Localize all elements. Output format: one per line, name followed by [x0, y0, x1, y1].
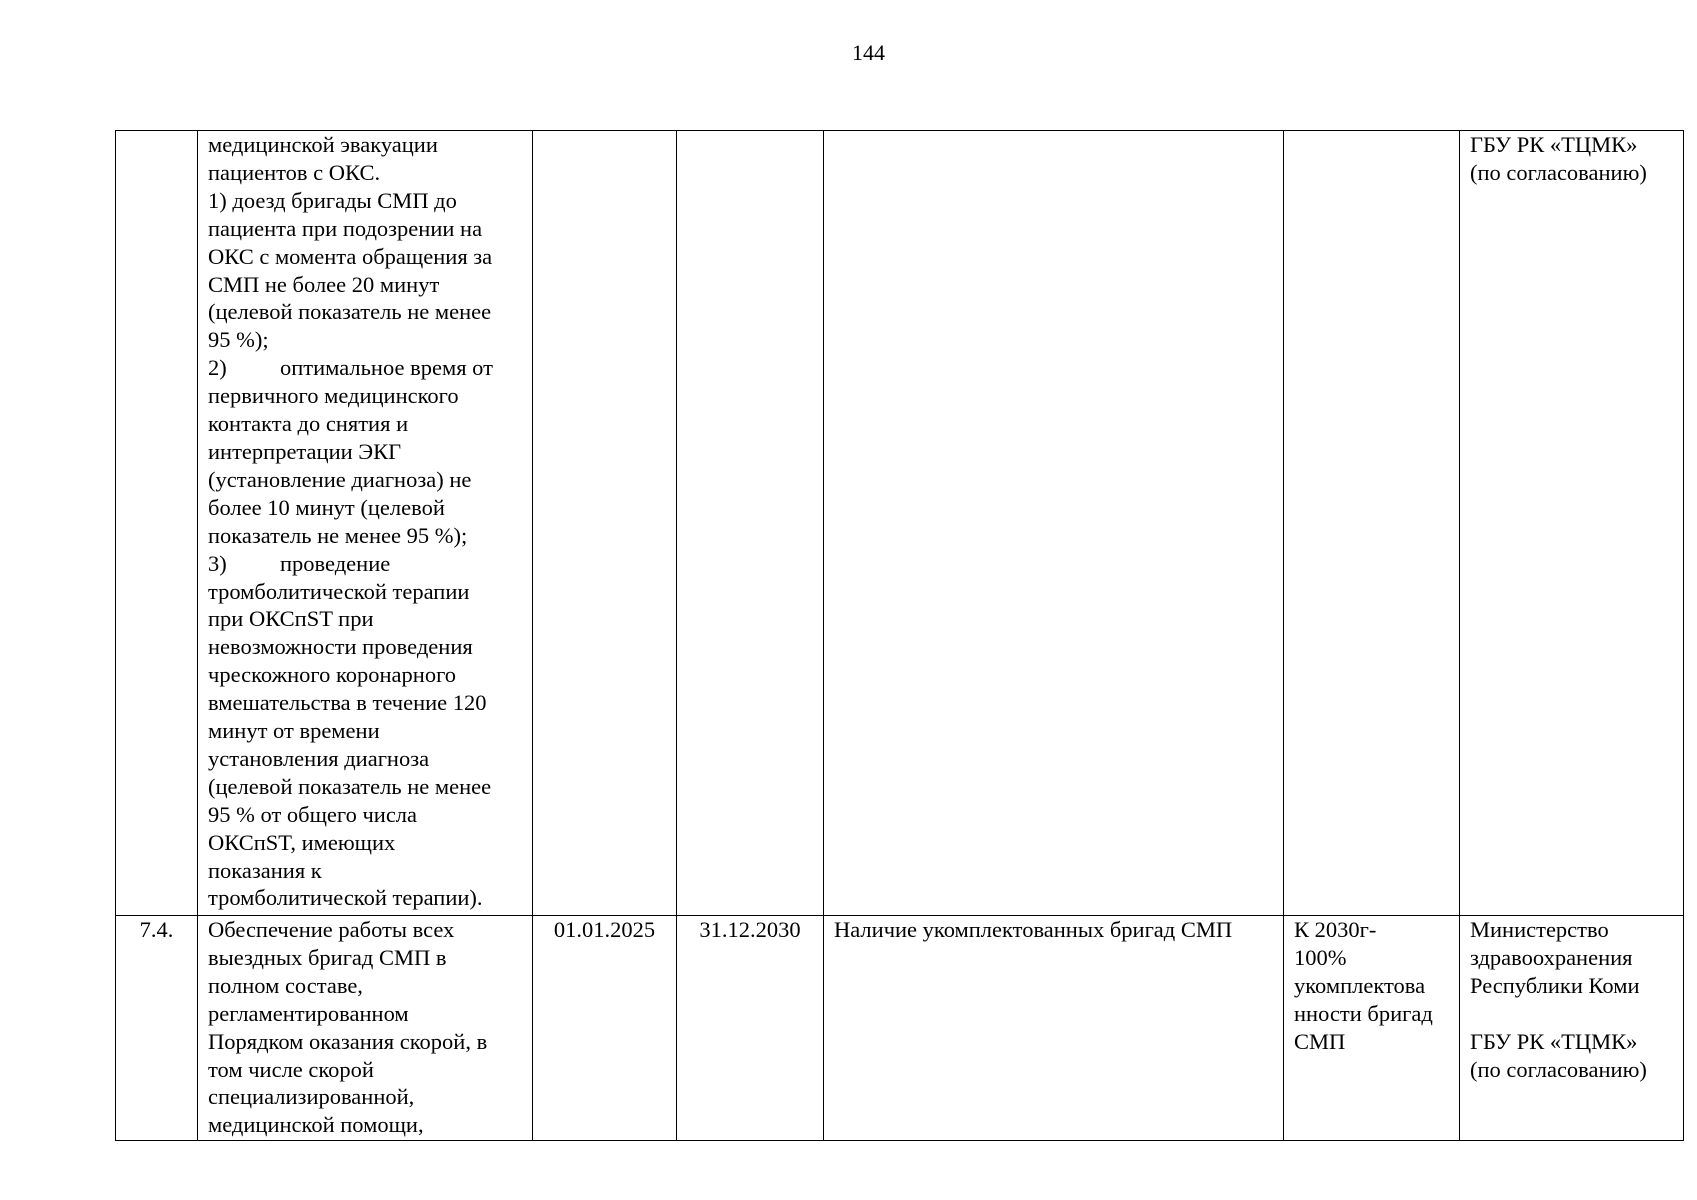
- activity-line: установления диагноза: [208, 745, 430, 771]
- activity-line: пациентов с ОКС.: [208, 159, 381, 185]
- indicator-line: укомплектова: [1294, 972, 1426, 998]
- responsible-line: Министерство: [1470, 917, 1609, 942]
- activity-line: чрескожного коронарного: [208, 662, 456, 688]
- start-date-cell: [533, 131, 677, 916]
- list-item-text: проведение: [280, 550, 391, 576]
- table-row: [116, 916, 1684, 1141]
- responsible-line: (по согласованию): [1470, 1056, 1647, 1082]
- activity-line: контакта до снятия и: [208, 411, 409, 437]
- responsible-line: (по согласованию): [1470, 159, 1647, 185]
- activity-line: Обеспечение работы всех: [208, 917, 455, 942]
- result-text: Наличие укомплектованных бригад СМП: [834, 917, 1233, 942]
- list-item-text: оптимальное время от: [280, 355, 493, 381]
- indicator-cell: [1284, 916, 1460, 1141]
- list-marker: 2): [208, 355, 227, 381]
- activity-line: регламентированном: [208, 1000, 409, 1026]
- table-row: [116, 131, 1684, 916]
- responsible-line: ГБУ РК «ТЦМК»: [1470, 1028, 1638, 1054]
- activity-line: тромболитической терапии: [208, 578, 470, 604]
- start-date-cell: 01.01.2025: [533, 916, 677, 1141]
- indicator-line: нности бригад: [1294, 1000, 1433, 1026]
- activity-line: 95 %);: [208, 327, 269, 353]
- activity-line: специализированной,: [208, 1084, 415, 1110]
- activity-line: невозможности проведения: [208, 634, 473, 660]
- responsible-cell: [1460, 131, 1684, 916]
- activity-line: медицинской эвакуации: [208, 132, 438, 157]
- activity-line: пациента при подозрении на: [208, 215, 483, 241]
- activity-line: (установление диагноза) не: [208, 466, 472, 492]
- activity-line: интерпретации ЭКГ: [208, 438, 402, 464]
- activity-line: 95 % от общего числа: [208, 801, 418, 827]
- row-number-cell: [116, 131, 198, 916]
- list-item-2: [208, 354, 522, 382]
- activity-line: медицинской помощи,: [208, 1112, 424, 1138]
- activity-line: полном составе,: [208, 972, 363, 998]
- activity-line: показания к: [208, 857, 322, 883]
- responsible-line: ГБУ РК «ТЦМК»: [1470, 132, 1638, 157]
- activity-line: 1) доезд бригады СМП до: [208, 187, 457, 213]
- end-date-cell: 31.12.2030: [677, 916, 824, 1141]
- responsible-cell: [1460, 916, 1684, 1141]
- activity-line: при ОКСпST при: [208, 606, 374, 632]
- list-item-3: [208, 550, 522, 578]
- activity-line: том числе скорой: [208, 1056, 374, 1082]
- activity-line: выездных бригад СМП в: [208, 944, 447, 970]
- indicator-line: 100%: [1294, 944, 1347, 970]
- indicator-cell: [1284, 131, 1460, 916]
- activity-line: ОКС с момента обращения за: [208, 243, 493, 269]
- result-cell: [824, 131, 1284, 916]
- end-date-cell: [677, 131, 824, 916]
- activity-line: первичного медицинского: [208, 383, 459, 409]
- activity-line: ОКСпST, имеющих: [208, 829, 396, 855]
- activity-line: (целевой показатель не менее: [208, 773, 492, 799]
- page-number: 144: [852, 40, 885, 65]
- result-cell: [824, 916, 1284, 1141]
- indicator-line: К 2030г-: [1294, 917, 1377, 942]
- activity-cell: [198, 131, 533, 916]
- activity-line: тромболитической терапии).: [208, 885, 483, 911]
- list-marker: 3): [208, 550, 227, 576]
- activity-line: минут от времени: [208, 718, 380, 744]
- row-number-cell: 7.4.: [116, 916, 198, 1141]
- plan-table: [115, 130, 1684, 1141]
- activity-line: Порядком оказания скорой, в: [208, 1028, 488, 1054]
- activity-line: (целевой показатель не менее: [208, 299, 492, 325]
- responsible-line: Республики Коми: [1470, 972, 1640, 998]
- line-gap: [1470, 1000, 1673, 1028]
- activity-line: СМП не более 20 минут: [208, 271, 440, 297]
- activity-line: вмешательства в течение 120: [208, 690, 487, 716]
- responsible-line: здравоохранения: [1470, 944, 1633, 970]
- activity-cell: [198, 916, 533, 1141]
- activity-line: более 10 минут (целевой: [208, 494, 445, 520]
- indicator-line: СМП: [1294, 1028, 1346, 1054]
- activity-line: показатель не менее 95 %);: [208, 522, 468, 548]
